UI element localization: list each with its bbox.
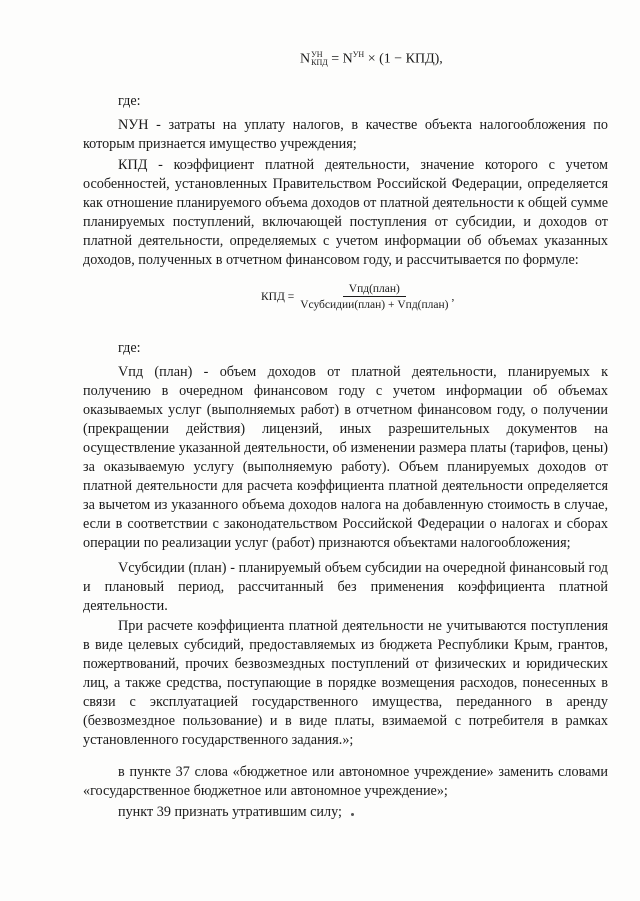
formula-lhs-sup: УН (311, 50, 323, 60)
formula-kpd-lhs: КПД = (261, 291, 295, 303)
formula-kpd-fraction (298, 283, 450, 311)
where-label-2: где: (118, 340, 141, 356)
paragraph-point-39: пункт 39 признать утратившим силу; (118, 804, 342, 820)
paragraph-nyn-definition: NУН - затраты на уплату налогов, в качестве объекта налогообложения по которым признается имущество учреждения; (83, 117, 608, 152)
paragraph-vpd-definition: Vпд (план) - объем доходов от платной деятельности, планируемых к получению в очередном финансовом году с учетом информации об объемах оказываемых услуг (выполняемых работ) в отчетном финансовом году, о получении (прекращении действия) лицензий, иных разрешительных документов на осуществление указанной деятельности, об изменении размера платы (тарифов, цены) за оказываемую услугу (выполняемую работу). Объем планируемых доходов от платной деятельности для расчета коэффициента платной деятельности определяется за вычетом из указанного объема доходов налога на добавленную стоимость в случае, если в соответствии с законодательством Российской Федерации о налогах и сборах операции по реализации услуг (работ) признаются объектами налогообложения; (83, 364, 608, 551)
formula-lhs-symbol: N (300, 51, 311, 67)
formula-rhs-tail: × (1 − КПД), (364, 51, 443, 67)
formula-kpd (261, 283, 454, 311)
paragraph-kpd-definition: КПД - коэффициент платной деятельности, значение которого с учетом особенностей, установленных Правительством Российской Федерации, определяется как отношение планируемого объема доходов от платной деятельности к общей сумме планируемых поступлений, включающей поступления от субсидии, и доходов от платной деятельности, определяемых с учетом информации об объемах указанных доходов, полученных в отчетном финансовом году, и рассчитывается по формуле: (83, 157, 608, 268)
paragraph-payment-exclusions: При расчете коэффициента платной деятельности не учитываются поступления в виде целевых субсидий, предоставляемых из бюджета Республики Крым, грантов, пожертвований, прочих безвозмездных поступлений от физических и юридических лиц, а также средства, поступающие в порядке возмещения расходов, понесенных в связи с эксплуатацией государственного имущества, переданного в аренду (безвозмездное пользование) и в виде платы, взимаемой с потребителя в рамках установленного государственного задания.»; (83, 618, 608, 748)
formula-lhs-sub: КПД (311, 58, 328, 68)
formula-tax-cost (300, 50, 443, 68)
formula-rhs-sup: УН (352, 50, 365, 59)
paragraph-vsubsidy-definition: Vсубсидии (план) - планируемый объем субсидии на очередной финансовый год и плановый период, рассчитанный без применения коэффициента платной деятельности. (83, 560, 608, 614)
formula-equals: = (327, 51, 343, 67)
paragraph-point-37: в пункте 37 слова «бюджетное или автономное учреждение» заменить словами «государственное бюджетное или автономное учреждение»; (83, 764, 608, 799)
formula-rhs-symbol: N (342, 51, 353, 67)
where-label-1: где: (118, 93, 141, 109)
formula-lhs-indices (311, 51, 328, 67)
formula-kpd-numerator: Vпд(план) (343, 283, 406, 297)
formula-kpd-comma: , (451, 291, 455, 303)
formula-kpd-denominator: Vсубсидии(план) + Vпд(план) (300, 299, 449, 311)
ink-dot (351, 813, 354, 816)
